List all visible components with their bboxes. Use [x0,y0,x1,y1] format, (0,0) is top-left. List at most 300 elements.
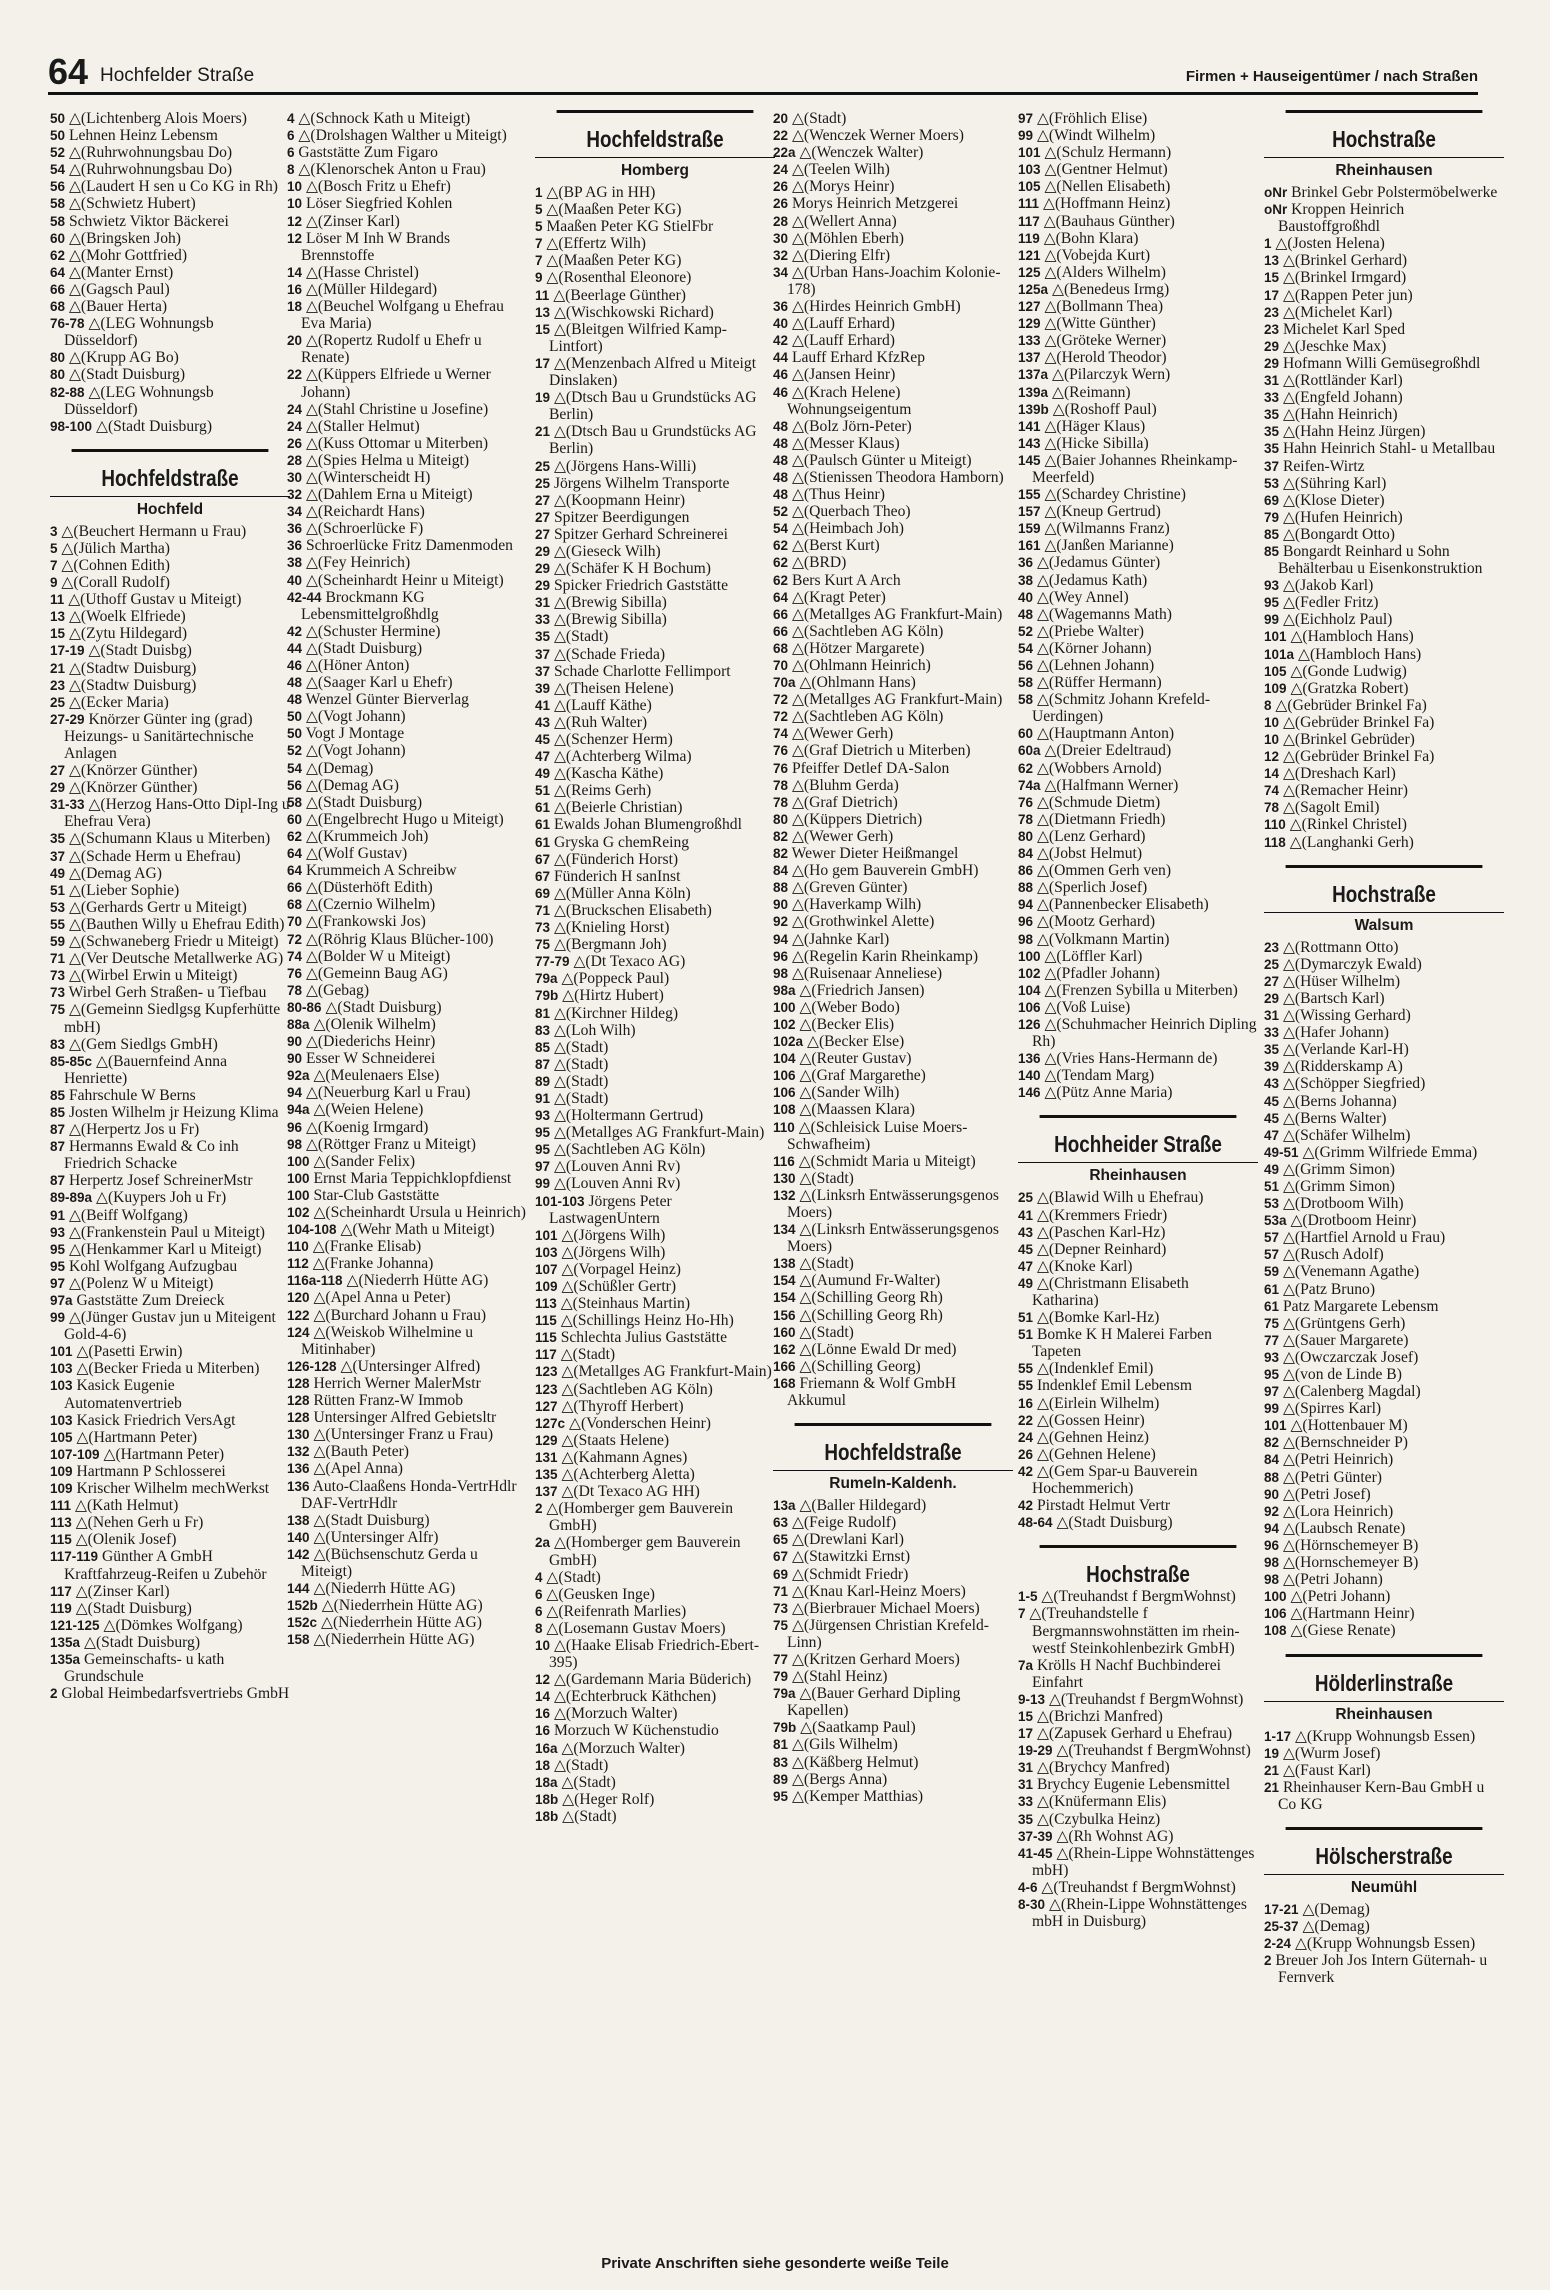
entry-text: △(Stadt) [553,1072,609,1090]
entry-text: Breuer Joh Jos Intern Güternah- u Fernverk [1275,1952,1488,1987]
directory-entry [535,663,775,680]
entry-text: △(Knüfermann Elis) [1036,1793,1167,1811]
directory-entry [773,1307,1013,1324]
entry-text: Pirstadt Helmut Vertr [1036,1497,1171,1515]
house-number: 2a [535,1535,551,1551]
entry-text: △(Düsterhöft Edith) [305,879,433,897]
entry-text: △(Schulz Hermann) [1044,144,1172,162]
house-number: 55 [50,916,66,932]
entry-text: Schade Charlotte Fellimport [553,662,731,680]
entry-text: △(Krupp Wohnungsb Essen) [1294,1935,1476,1953]
directory-entry [1264,1144,1504,1161]
directory-entry [773,640,1013,657]
entry-text: △(Petri Heinrich) [1282,1451,1394,1469]
house-number: 75 [535,937,551,953]
directory-entry [1018,1241,1258,1258]
entry-text: Brockmann KG Lebensmittelgroßhdlg [301,588,439,623]
entry-text: △(Schmidt Maria u Miteigt) [798,1152,976,1170]
directory-entry [1018,760,1258,777]
directory-entry [1018,1896,1258,1930]
house-number: 91 [50,1207,66,1223]
house-number: 82 [773,846,789,862]
house-number: 97 [50,1275,66,1291]
entry-text: △(Rinkel Christel) [1289,816,1407,834]
directory-entry [1264,1366,1504,1383]
entry-text: △(Bierbrauer Michael Moers) [791,1599,980,1617]
directory-entry [773,999,1013,1016]
house-number: 85 [535,1039,551,1055]
house-number: 4 [535,1569,543,1585]
directory-entry [1264,973,1504,990]
entry-text: △(Gieseck Wilh) [553,542,661,560]
house-number: 7 [50,557,58,573]
entry-text: △(Gehnen Helene) [1036,1445,1156,1463]
house-number: 1-5 [1018,1589,1038,1605]
entry-text: Schlechta Julius Gaststätte [560,1329,727,1347]
entry-text: △(Wenczek Walter) [799,144,924,162]
entry-text: △(Bollmann Thea) [1044,298,1164,316]
directory-entry [535,1073,775,1090]
entry-text: △(Gonde Ludwig) [1290,662,1407,680]
house-number: 69 [773,1566,789,1582]
directory-entry [1264,782,1504,799]
directory-entry [1264,201,1504,235]
entry-text: △(Ruh Walter) [553,713,648,731]
street-heading: Hochstraße [1286,110,1483,153]
house-number: 78 [773,794,789,810]
entry-text: △(Wilmanns Franz) [1044,520,1170,538]
directory-entry [535,526,775,543]
entry-text: △(Stadt) [799,1169,854,1187]
house-number: 131 [535,1449,558,1465]
directory-entry [773,725,1013,742]
directory-entry [1018,1657,1258,1691]
house-number: 137a [1018,367,1049,383]
entry-text: △(Hirdes Heinrich GmbH) [791,298,961,316]
house-number: 155 [1018,487,1041,503]
house-number: 95 [50,1241,66,1257]
house-number: 98 [1264,1555,1280,1571]
entry-text: △(Beerlage Günther) [553,286,686,304]
entry-text: △(Alders Wilhelm) [1044,263,1166,281]
house-number: 102 [287,1205,310,1220]
house-number: 33 [1264,1025,1280,1041]
directory-entry [1018,144,1258,161]
house-number: 16 [287,281,303,297]
directory-entry [535,1483,775,1500]
house-number: 63 [773,1515,789,1531]
directory-entry [287,1546,527,1580]
house-number: 162 [773,1341,796,1357]
directory-entry [1018,127,1258,144]
house-number: 49-51 [1264,1144,1299,1160]
house-number: 101 [1018,145,1041,161]
directory-entry [287,366,527,400]
entry-text: △(Schuhmacher Heinrich Dipling Rh) [1032,1015,1257,1051]
directory-entry [1018,1588,1258,1605]
house-number: 118 [1264,834,1286,850]
house-number: 94 [1018,897,1034,913]
directory-entry [50,984,290,1001]
directory-entry [1018,1258,1258,1275]
directory-entry [535,714,775,731]
entry-text: △(Jahnke Karl) [791,930,890,948]
directory-entry [1264,731,1504,748]
house-number: 146 [1018,1085,1041,1101]
directory-entry [773,435,1013,452]
directory-entry [1264,1110,1504,1127]
house-number: 88 [773,880,789,896]
directory-entry [287,742,527,759]
entry-text: △(Wobbers Arnold) [1036,759,1162,777]
house-number: 41-45 [1018,1845,1053,1861]
entry-text: △(Tendam Marg) [1044,1067,1155,1085]
entry-text: △(Sperlich Josef) [1036,879,1148,897]
house-number: 39 [1264,1059,1280,1075]
house-number: 23 [1264,304,1280,320]
entry-text: △(Bauernfeind Anna Henriette) [64,1052,228,1087]
entry-text: △(Knörzer Günther) [68,779,198,797]
directory-entry [1018,896,1258,913]
directory-entry [535,1227,775,1244]
house-number: 30 [773,230,789,246]
entry-text: △(Reuter Gustav) [799,1050,912,1068]
entry-text: △(Woelk Elfriede) [68,608,186,626]
directory-entry [50,161,290,178]
entry-text: △(Kirchner Hildeg) [553,1004,679,1022]
directory-entry [535,218,775,235]
directory-entry [1018,1067,1258,1084]
directory-entry [773,982,1013,999]
house-number: 71 [773,1583,789,1599]
house-number: 152c [287,1615,318,1631]
house-number: 83 [773,1754,789,1770]
directory-entry [535,1261,775,1278]
directory-entry [535,1449,775,1466]
directory-entry [535,1244,775,1261]
directory-entry [50,1275,290,1292]
directory-entry [1264,1075,1504,1092]
entry-text: △(Olenik Josef) [75,1531,177,1549]
entry-text: △(Sauer Margarete) [1282,1331,1409,1349]
house-number: 4 [287,111,295,126]
directory-entry [50,796,290,830]
entry-text: △(Stadt Duisburg) [83,1633,201,1651]
directory-entry [1264,697,1504,714]
directory-entry [773,913,1013,930]
directory-entry [773,503,1013,520]
directory-entry [1018,554,1258,571]
directory-entry [1264,1503,1504,1520]
directory-entry [773,1548,1013,1565]
directory-entry [773,1375,1013,1409]
directory-entry [773,742,1013,759]
house-number: 126-128 [287,1358,337,1374]
house-number: 68 [773,640,789,656]
directory-entry [1018,1360,1258,1377]
entry-text: Hartmann P Schlosserei [76,1462,226,1480]
directory-entry [287,879,527,896]
directory-entry [1264,1281,1504,1298]
entry-text: △(Demag) [1302,1900,1370,1918]
directory-entry [1018,845,1258,862]
directory-entry [773,1153,1013,1170]
entry-text: △(Wissing Gerhard) [1282,1007,1411,1025]
entry-text: △(Jürgensen Christian Krefeld-Linn) [787,1616,989,1651]
directory-entry [1264,577,1504,594]
directory-entry [773,1119,1013,1153]
directory-entry [1018,725,1258,742]
house-number: 35 [1264,424,1280,440]
house-number: 79a [535,971,558,987]
house-number: 8 [287,162,295,178]
entry-text: Spicker Friedrich Gaststätte [553,577,729,595]
house-number: 132 [773,1187,796,1203]
house-number: 100 [1264,1589,1287,1605]
directory-entry [1018,1446,1258,1463]
house-number: 127 [535,1398,558,1414]
entry-text: △(Schilling Georg Rh) [799,1289,943,1307]
entry-text: △(Graf Dietrich) [791,793,898,811]
entry-text: △(Dreshach Karl) [1282,765,1396,783]
house-number: 109 [50,1481,73,1497]
directory-entry [50,1258,290,1275]
entry-text: △(Brinkel Gerhard) [1282,252,1408,270]
entry-text: △(Brinkel Irmgard) [1282,269,1407,287]
house-number: 64 [287,846,303,862]
house-number: 10 [287,179,303,195]
entry-text: Wirbel Gerh Straßen- u Tiefbau [68,984,267,1002]
directory-entry [773,862,1013,879]
directory-entry [535,731,775,748]
house-number: 28 [773,213,789,229]
district-heading: Rheinhausen [1264,157,1504,181]
directory-entry [1264,990,1504,1007]
directory-entry [287,948,527,965]
directory-entry [287,1358,527,1375]
directory-entry [535,1329,775,1346]
entry-text: △(Kuypers Joh u Fr) [95,1189,227,1207]
entry-text: △(Hötzer Margarete) [791,639,925,657]
house-number: 27 [1264,973,1280,989]
house-number: 71 [535,902,551,918]
district-heading: Rumeln-Kaldenh. [773,1470,1013,1494]
house-number: 37 [1264,458,1280,474]
entry-text: △(Haake Elisab Friedrich-Ebert-395) [549,1636,760,1672]
house-number: 101a [1264,646,1295,662]
directory-entry [1018,315,1258,332]
entry-text: △(Remacher Heinr) [1282,782,1408,800]
entry-text: △(Lenz Gerhard) [1036,827,1146,845]
entry-text: △(Niederrhein Hütte AG) [313,1631,475,1649]
entry-text: △(Rüffer Hermann) [1036,674,1162,692]
directory-entry [287,1153,527,1170]
directory-entry [1018,195,1258,212]
entry-text: △(Sachtleben AG Köln) [791,622,944,640]
house-number: 56 [287,777,303,793]
house-number: 140 [1018,1068,1041,1084]
directory-entry [773,965,1013,982]
entry-text: △(Polenz W u Miteigt) [68,1274,214,1292]
entry-text: △(Heimbach Joh) [791,520,904,538]
directory-entry [773,794,1013,811]
house-number: 124 [287,1324,310,1340]
entry-text: △(Vonderschen Heinr) [568,1414,711,1432]
directory-entry [535,1500,775,1534]
house-number: 141 [1018,418,1041,434]
entry-text: △(Hahn Heinrich) [1282,406,1398,424]
entry-text: △(Jörgens Wilh) [561,1243,666,1261]
directory-entry [773,1187,1013,1221]
house-number: 137 [1018,350,1041,366]
entry-text: △(Urban Hans-Joachim Kolonie-178) [787,263,1001,298]
entry-text: Morzuch W Küchenstudio [553,1722,719,1740]
entry-text: △(Lönne Ewald Dr med) [799,1340,957,1358]
entry-text: △(Rh Wohnst AG) [1056,1827,1174,1845]
directory-entry [535,1381,775,1398]
house-number: 136 [287,1478,310,1494]
district-heading: Homberg [535,157,775,181]
house-number: 22 [773,128,789,144]
entry-text: △(Jörgens Hans-Willi) [553,457,697,475]
house-number: 138 [287,1512,310,1528]
directory-entry [773,1289,1013,1306]
house-number: 56 [1018,658,1034,673]
entry-text: Josten Wilhelm jr Heizung Klima [68,1103,279,1121]
house-number: 9 [535,270,543,286]
house-number: 31-33 [50,797,85,813]
directory-entry [50,1429,290,1446]
entry-text: △(Hartmann Heinr) [1290,1605,1415,1623]
directory-entry [773,1668,1013,1685]
directory-entry [1264,1571,1504,1588]
entry-text: Herrich Werner MalerMstr [313,1374,481,1392]
directory-entry [535,1039,775,1056]
house-number: 125 [1018,264,1041,280]
entry-text: Esser W Schneiderei [305,1050,436,1068]
directory-entry [1018,1275,1258,1309]
house-number: 10 [1264,732,1280,747]
house-number: 90 [1264,1486,1280,1502]
house-number: 25 [535,458,551,474]
entry-text: △(Schilling Georg) [799,1357,921,1375]
house-number: 15 [1264,270,1280,286]
column-1 [50,110,290,2240]
entry-text: Bongardt Reinhard u Sohn Behälterbau u Eisenkonstruktion [1278,542,1483,578]
directory-entry [1264,406,1504,423]
directory-entry [50,230,290,247]
directory-entry [287,554,527,571]
entry-text: △(Reifenrath Marlies) [546,1602,687,1620]
house-number: 35 [1264,441,1280,457]
house-number: 100 [287,1187,310,1203]
directory-entry [535,970,775,987]
entry-text: △(Fünderich Horst) [553,850,679,868]
directory-entry [50,1446,290,1463]
entry-text: △(Lichtenberg Alois Moers) [68,110,247,127]
directory-entry [287,1426,527,1443]
entry-text: △(Küppers Dietrich) [791,810,923,828]
entry-text: △(Beuchert Hermann u Frau) [61,522,247,540]
entry-text: △(Knau Karl-Heinz Moers) [791,1582,966,1600]
house-number: 2-24 [1264,1936,1292,1952]
directory-entry [50,1531,290,1548]
house-number: 67 [535,851,551,867]
directory-entry [1018,999,1258,1016]
district-heading: Hochfeld [50,496,290,520]
entry-text: △(Hauptmann Anton) [1036,725,1175,743]
house-number: 59 [50,934,66,950]
entry-text: △(Maaßen Peter KG) [546,252,682,270]
directory-entry [287,520,527,537]
entry-text: △(Saatkamp Paul) [800,1719,916,1737]
entry-text: △(Nellen Elisabeth) [1044,178,1171,196]
entry-text: △(Müller Anna Köln) [553,884,691,902]
directory-entry [50,1514,290,1531]
directory-entry [1264,1486,1504,1503]
house-number: 47 [1018,1258,1034,1274]
entry-text: △(Stadtw Duisburg) [68,659,197,677]
entry-text: △(Jedamus Günter) [1036,554,1161,572]
entry-text: △(Lieber Sophie) [68,881,180,899]
directory-entry [50,144,290,161]
entry-text: △(Reims Gerh) [553,782,652,800]
directory-entry [773,195,1013,212]
house-number: 35 [1264,407,1280,423]
entry-text: △(Ohlmann Hans) [799,674,916,692]
directory-entry [50,1292,290,1309]
directory-entry [287,161,527,178]
entry-text: △(Vobejda Kurt) [1044,246,1151,264]
entry-text: △(Ecker Maria) [68,693,169,711]
directory-entry [1264,748,1504,765]
directory-entry [1018,230,1258,247]
entry-text: Untersinger Alfred Gebietsltr [313,1409,497,1427]
directory-entry [50,1241,290,1258]
directory-entry [535,1278,775,1295]
directory-entry [1018,1224,1258,1241]
entry-text: △(Bosch Fritz u Ehefr) [305,178,451,196]
entry-text: △(Gossen Heinr) [1036,1411,1145,1429]
directory-entry [1018,1326,1258,1360]
directory-entry [773,1067,1013,1084]
directory-entry [535,1740,775,1757]
directory-entry [50,660,290,677]
house-number: 127c [535,1415,566,1431]
entry-text: Pfeiffer Detlef DA-Salon [791,759,950,777]
directory-entry [287,1392,527,1409]
directory-entry [1264,1745,1504,1762]
directory-entry [1018,1793,1258,1810]
house-number: 21 [1264,1779,1280,1795]
house-number: 103 [50,1361,73,1377]
directory-entry [1264,269,1504,286]
directory-entry [50,1600,290,1617]
house-number: 16 [535,1723,551,1739]
entry-text: Reifen-Wirtz [1282,457,1365,475]
directory-entry [1264,458,1504,475]
house-number: 45 [1018,1241,1034,1257]
directory-entry [287,486,527,503]
entry-text: △(Owczarczak Josef) [1282,1348,1419,1366]
house-number: 83 [535,1022,551,1038]
directory-entry [1264,1605,1504,1622]
entry-text: △(Fey Heinrich) [305,554,411,572]
entry-text: △(Stadt) [553,1756,609,1774]
entry-text: △(Corall Rudolf) [61,574,170,592]
entry-text: △(Neuerburg Karl u Frau) [305,1084,471,1102]
entry-text: △(Möhlen Eberh) [791,229,904,247]
